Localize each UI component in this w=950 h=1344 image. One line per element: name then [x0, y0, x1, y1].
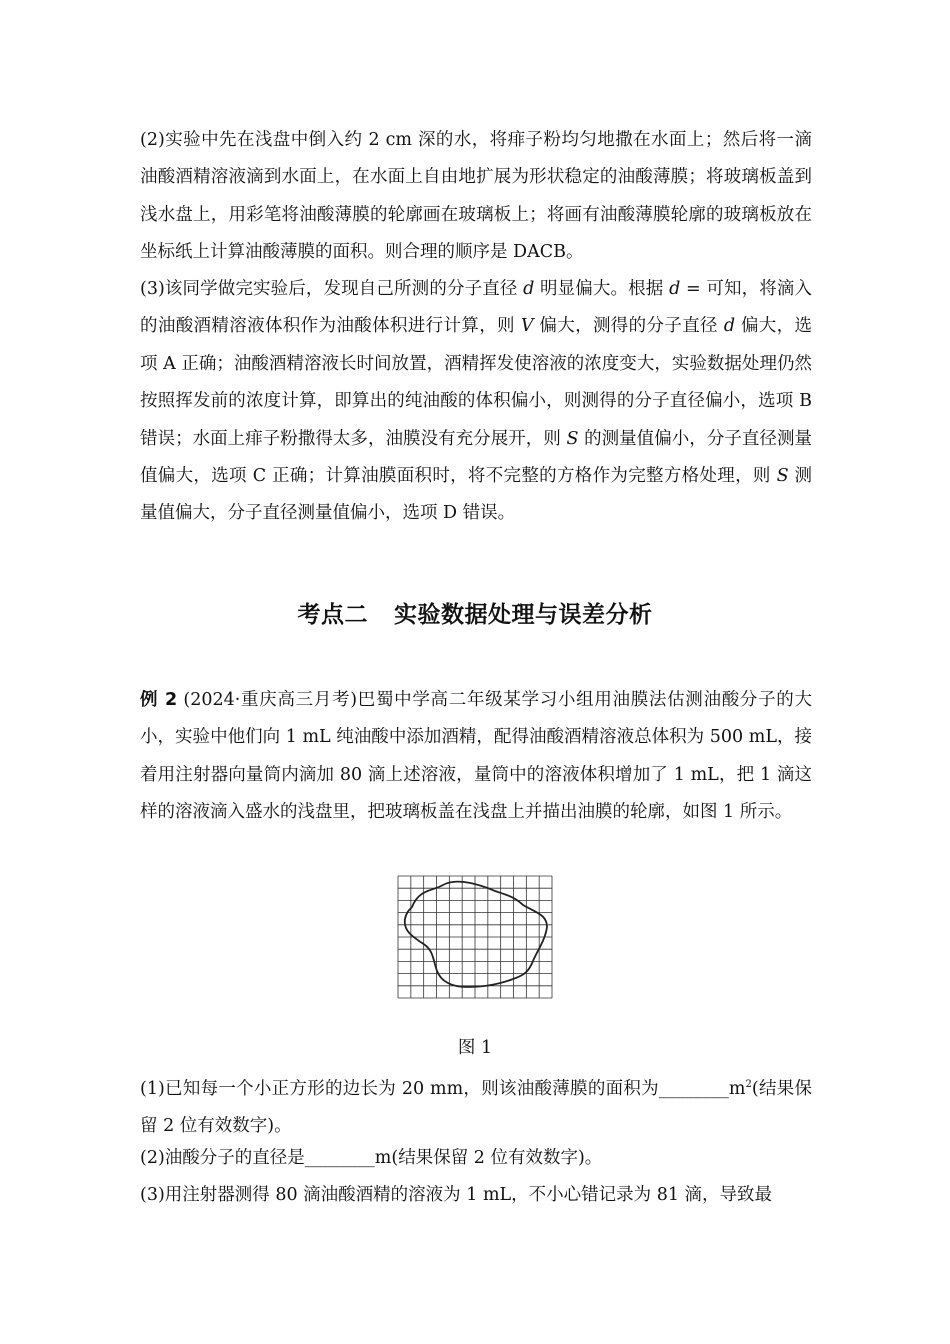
- example-label: 例 2: [140, 690, 178, 710]
- figure-caption: 图 1: [457, 1038, 493, 1058]
- question-3: (3)用注射器测得 80 滴油酸酒精的溶液为 1 mL，不小心错记录为 81 滴，导致最: [140, 1185, 773, 1205]
- section-heading: 考点二 实验数据处理与误差分析: [297, 602, 653, 628]
- oil-film-outline: [405, 882, 547, 987]
- paragraph-step-order: (2)实验中先在浅盘中倒入约 2 cm 深的水，将痱子粉均匀地撒在水面上；然后将一滴油酸酒精溶液滴到水面上，在水面上自由地扩展为形状稳定的油酸薄膜；将玻璃板盖到浅水盘上，用彩笔将油酸薄膜的轮廓画在玻璃板上；将画有油酸薄膜轮廓的玻璃板放在坐标纸上计算油酸薄膜的面积。则合理的顺序是 DACB。: [140, 130, 812, 263]
- oil-film-grid-figure: [397, 875, 553, 999]
- question-2: (2)油酸分子的直径是________m(结果保留 2 位有效数字)。: [140, 1148, 603, 1168]
- paragraph-error-analysis: (3)该同学做完实验后，发现自己所测的分子直径 d 明显偏大。根据 d = 可知，将滴入的油酸酒精溶液体积作为油酸体积进行计算，则 V 偏大，测得的分子直径 d 偏大，选项 A 正确；油酸酒精溶液长时间放置，酒精挥发使溶液的浓度变大，实验数据处理仍然按照挥发前的浓度计算，即算出的纯油酸的体积偏小，则测得的分子直径偏小，选项 B 错误；水面上痱子粉撒得太多，油膜没有充分展开，则 S 的测量值偏小，分子直径测量值偏大，选项 C 正确；计算油膜面积时，将不完整的方格作为完整方格处理，则 S 测量值偏大，分子直径测量值偏小，选项 D 错误。: [140, 279, 813, 524]
- example-paragraph: 例 2 (2024·重庆高三月考)巴蜀中学高二年级某学习小组用油膜法估测油酸分子的大小，实验中他们向 1 mL 纯油酸中添加酒精，配得油酸酒精溶液总体积为 500 mL，接着用注射器向量筒内滴加 80 滴上述溶液，量筒中的溶液体积增加了 1 mL，把 1 滴这样的溶液滴入盛水的浅盘里，把玻璃板盖在浅盘上并描出油膜的轮廓，如图 1 所示。: [140, 690, 812, 823]
- question-1: (1)已知每一个小正方形的边长为 20 mm，则该油酸薄膜的面积为$\_\_\_\_\_\_\_\_m^2$(结果保留 2 位有效数字)。: [140, 1078, 813, 1137]
